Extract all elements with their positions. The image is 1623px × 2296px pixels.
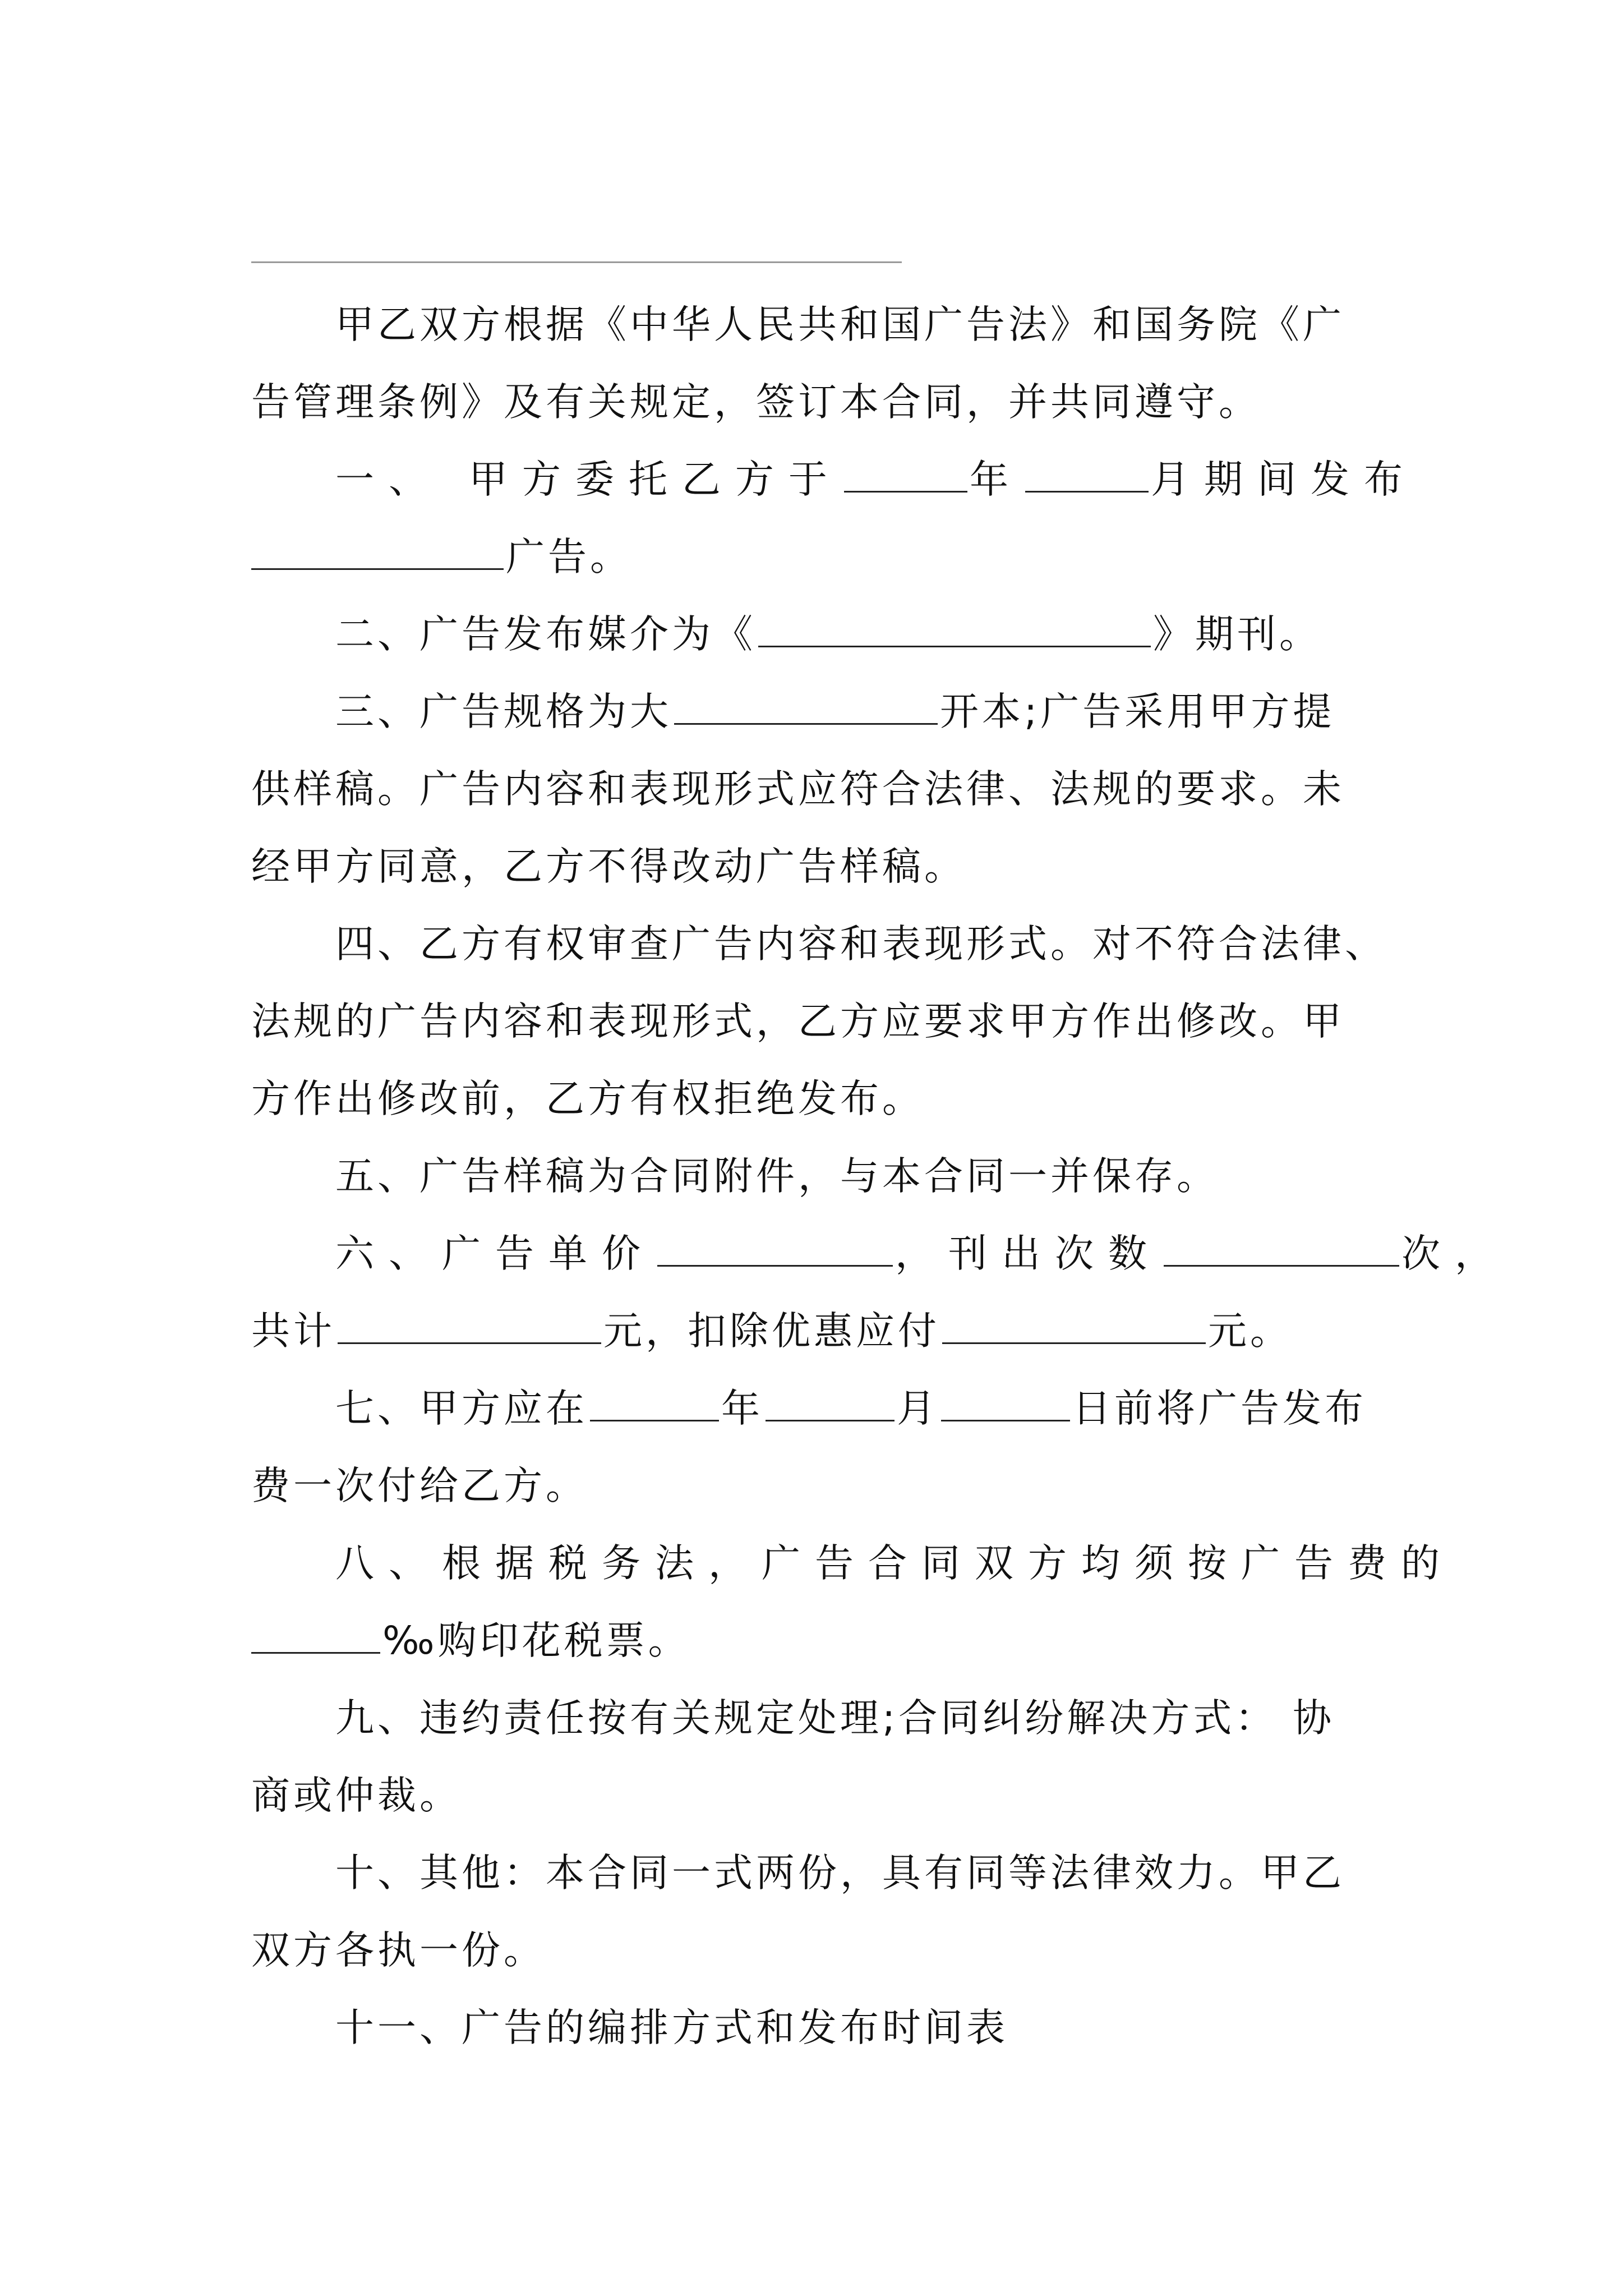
clause-9-line-1: 九、违约责任按有关规定处理;合同纠纷解决方式： 协 <box>335 1696 1335 1741</box>
clause-5 <box>251 1138 1390 1215</box>
clause-8-text-a: ‰购印花税票。 <box>382 1618 690 1663</box>
clause-7-text-d: 日前将广告发布 <box>1072 1386 1367 1431</box>
month-blank <box>1025 456 1149 493</box>
format-size-blank <box>674 688 938 725</box>
clause-10-line-2: 双方各执一份。 <box>251 1928 546 1973</box>
header-rule <box>251 261 902 263</box>
clause-2-text-a: 二、广告发布媒介为《 <box>335 612 756 657</box>
clause-1 <box>251 441 1417 596</box>
clause-3-line-3: 经甲方同意，乙方不得改动广告样稿。 <box>251 844 966 889</box>
payable-amount-blank <box>942 1308 1206 1344</box>
clause-6-line-2 <box>251 1292 1390 1370</box>
clause-6-text-c: 次， <box>1401 1231 1508 1276</box>
clause-7-text-c: 月 <box>897 1386 939 1431</box>
clause-6-text-d: 共计 <box>251 1309 335 1354</box>
pay-day-blank <box>941 1385 1070 1421</box>
clause-9-line-2: 商或仲裁。 <box>251 1773 462 1818</box>
clause-7 <box>251 1370 1390 1525</box>
intro-line-2: 告管理条例》及有关规定，签订本合同，并共同遵守。 <box>251 380 1261 425</box>
clause-1-text-d: 广告。 <box>506 535 632 579</box>
clause-9 <box>251 1680 1390 1834</box>
clause-11-line-1: 十一、广告的编排方式和发布时间表 <box>335 2005 1008 2050</box>
clause-8-line-2 <box>251 1602 1390 1680</box>
clause-3-text-b: 开本;广告采用甲方提 <box>940 689 1335 734</box>
clause-6-text-f: 元。 <box>1208 1309 1292 1354</box>
clause-2-text-b: 》期刊。 <box>1153 612 1321 657</box>
clause-10-line-1: 十、其他：本合同一式两份，具有同等法律效力。甲乙 <box>335 1851 1345 1895</box>
clause-7-text-a: 七、甲方应在 <box>335 1386 588 1431</box>
clause-4-line-2: 法规的广告内容和表现形式，乙方应要求甲方作出修改。甲 <box>251 999 1345 1044</box>
contract-body <box>251 286 1508 2067</box>
clause-6-line-1 <box>251 1215 1508 1292</box>
unit-price-blank <box>657 1230 893 1267</box>
intro-paragraph <box>251 286 1390 441</box>
clause-7-line-1 <box>251 1370 1390 1447</box>
tax-rate-blank <box>251 1617 380 1654</box>
year-blank <box>844 456 967 493</box>
clause-6-text-a: 六、广告单价 <box>335 1231 655 1276</box>
clause-1-text-a: 一、 甲方委托乙方于 <box>335 457 842 502</box>
clause-6-text-b: ，刊出次数 <box>895 1231 1161 1276</box>
pay-month-blank <box>766 1385 895 1421</box>
clause-7-line-2: 费一次付给乙方。 <box>251 1464 588 1508</box>
clause-2-line-1 <box>251 596 1390 673</box>
clause-4-line-3: 方作出修改前，乙方有权拒绝发布。 <box>251 1076 924 1121</box>
clause-1-text-c: 月期间发布 <box>1150 457 1417 502</box>
clause-1-line-1 <box>251 441 1417 518</box>
ad-name-blank <box>251 533 504 570</box>
clause-3-line-1 <box>251 673 1390 751</box>
pay-year-blank <box>590 1385 719 1421</box>
clause-8 <box>251 1525 1454 1680</box>
clause-8-line-1: 八、根据税务法，广告合同双方均须按广告费的 <box>335 1541 1454 1586</box>
clause-6 <box>251 1215 1508 1370</box>
print-count-blank <box>1164 1230 1399 1267</box>
clause-3-line-2: 供样稿。广告内容和表现形式应符合法律、法规的要求。未 <box>251 767 1345 812</box>
clause-7-text-b: 年 <box>721 1386 763 1431</box>
clause-4 <box>251 905 1390 1138</box>
clause-1-text-b: 年 <box>969 457 1023 502</box>
clause-5-line-1: 五、广告样稿为合同附件，与本合同一并保存。 <box>335 1154 1219 1199</box>
clause-11 <box>251 1989 1390 2067</box>
clause-6-text-e: 元，扣除优惠应付 <box>603 1309 940 1354</box>
total-amount-blank <box>338 1308 601 1344</box>
clause-10 <box>251 1834 1390 1989</box>
clause-2 <box>251 596 1390 673</box>
media-name-blank <box>758 611 1151 647</box>
clause-4-line-1: 四、乙方有权审查广告内容和表现形式。对不符合法律、 <box>335 922 1387 967</box>
clause-1-line-2 <box>251 518 1390 596</box>
clause-3 <box>251 673 1390 905</box>
clause-3-text-a: 三、广告规格为大 <box>335 689 672 734</box>
intro-line-1: 甲乙双方根据《中华人民共和国广告法》和国务院《广 <box>335 302 1345 347</box>
